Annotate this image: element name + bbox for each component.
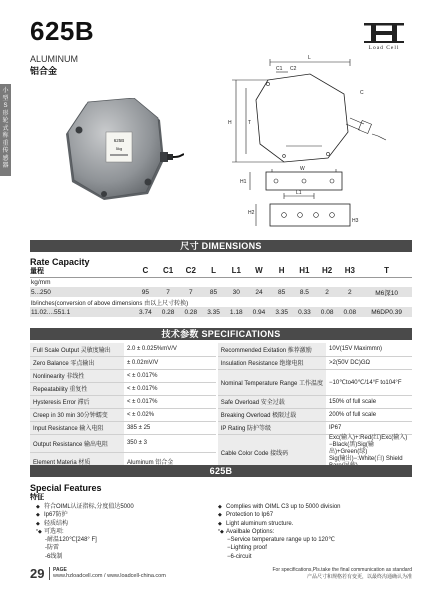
feature-subitem: −Service temperature range up to 120℃ [227,537,335,544]
spec-value: −10℃to40℃/14°F to104°F [326,369,412,395]
dimensions-section-bar: 尺寸 DIMENSIONS [30,240,412,252]
row-label: 11.02....551.1 [30,307,134,317]
feature-item: *◆ Availbale Options: [218,528,275,535]
special-features-title-cn: 特征 [30,494,44,501]
photo-label-model: 625B [113,138,125,143]
footer-note-en: For specifications,Pls.take the final communication as standard [272,567,412,573]
spec-value: 385 ± 25 [124,421,216,434]
page-number: 29 [30,566,45,581]
model-title: 625B [30,16,95,46]
bullet-icon: *◆ [218,528,224,535]
spec-value: 150% of full scale [326,395,412,408]
side-category-label: 小型S形轮式称重传感器 [2,88,9,169]
bullet-icon: ◆ [36,504,40,510]
cell: 2 [338,287,361,297]
rated-capacity-title: Rate Capacity [30,257,90,267]
cell: 3.35 [270,307,293,317]
cell: 3.74 [134,307,157,317]
dim-label-w: W [300,166,305,172]
side-category-tab [0,84,11,176]
specifications-section-bar: 技术参数 SPECIFICATIONS [30,328,412,340]
spec-value: ± 0.02mV/V [124,356,216,369]
spec-row [30,369,412,382]
spec-value: < ± 0.017% [124,382,216,395]
col-header: T [384,266,390,276]
bullet-icon: ◆ [36,512,40,519]
features-list-cn [36,503,134,561]
spec-row [30,408,412,421]
brand-name: Load Cell [368,45,400,51]
spec-label: Nominal Temperature Range 工作温度 [218,369,326,395]
dim-label-t: T [248,120,252,126]
cell: 24 [248,287,271,297]
col-header: C2 [185,266,196,276]
spec-label: Hysteresis Error 滞后 [30,395,124,408]
spec-value: < ± 0.017% [124,369,216,382]
spec-row [30,356,412,369]
cell: 0.94 [248,307,271,317]
footer-note-cn: 产品尺寸和规格若有变更，以最终沟通确认为准 [306,573,412,580]
cell: 0.08 [316,307,339,317]
cable-line: Exc(输入)+:Red(红)Exc(输入) [329,434,408,441]
spec-label: Repeatability 重复性 [30,382,124,395]
spec-value: 350 ± 3 [124,434,216,452]
spec-label: Breaking Overload 极限过载 [218,408,326,421]
photo-label-capacity: 5kg [115,146,123,151]
cell: 3.35 [202,307,225,317]
bullet-icon: ◆ [218,512,222,519]
bullet-icon: ◆ [36,520,40,527]
bullet-icon: ◆ [218,520,222,527]
special-features-title: Special Features [30,483,102,493]
spec-label: Full Scale Output 灵敏度输出 [30,343,124,356]
dim-label-h2: H2 [248,210,255,216]
spec-row [30,395,412,408]
col-header: H1 [299,266,310,276]
cell: 2 [316,287,339,297]
page-label: PAGE [53,567,67,573]
feature-subitem: -防雷 [45,545,59,552]
dim-label-c: C [360,90,364,96]
product-photo [64,98,184,204]
cell: 7 [179,287,202,297]
spec-label: Creep in 30 min 30分钟蠕变 [30,408,124,421]
spec-label: Cable Color Code 接线码 [218,434,326,470]
cell: M6DP0.39 [361,307,412,317]
footer-websites[interactable]: www.hzloadcell.com / www.loadcell-china.com [53,573,166,579]
feature-item: ◆ Light aluminum structure. [218,520,294,527]
row-label: 5...250 [30,287,134,297]
dim-label-l: L [308,55,311,61]
col-header: H2 [321,266,333,276]
bullet-icon: ◆ [218,504,222,510]
brand-logo [360,20,408,56]
cell: 0.28 [179,307,202,317]
bullet-icon: *◆ [36,528,42,535]
conversion-note-row [30,297,412,307]
cable-line: Sig(输出)−:White(白) Shield [329,455,403,462]
rated-capacity-title-cn: 量程 [30,268,44,275]
feature-subitem: −Lighting proof [227,545,267,552]
footer-divider [49,567,50,580]
cell: 0.28 [157,307,180,317]
feature-subitem: −6-circuit [227,553,252,560]
spec-label: IP Rating 防护等级 [218,421,326,434]
col-header: L [211,266,216,276]
cable-line: −Black(黑)Sig(输出)+Green(绿) [329,441,374,455]
material-cn: 铝合金 [30,66,58,76]
spec-value: < ± 0.02% [124,408,216,421]
spec-value: 200% of full scale [326,408,412,421]
spec-value: IP67 [326,421,412,434]
dimension-drawing [210,54,410,232]
feature-item: ◆ Protection to Ip67 [218,512,274,519]
dim-label-h: H [228,120,232,126]
cell: 8.5 [293,287,316,297]
spec-label: Nonlinearity 非线性 [30,369,124,382]
spec-label: Safe Overload 安全过载 [218,395,326,408]
spec-label: Input Resistance 输入电阻 [30,421,124,434]
dimensions-header-row [30,265,412,277]
cell: 85 [202,287,225,297]
spec-label: Recommended Exitation 推荐激励 [218,343,326,356]
spec-row [30,434,412,452]
cell: 85 [270,287,293,297]
col-header: C [142,266,149,276]
cell: 95 [134,287,157,297]
imperial-row [30,307,412,317]
cell: 0.08 [338,307,361,317]
feature-subitem: -6线制 [45,553,63,560]
dim-label-c2: C2 [290,66,297,72]
features-list-en [218,503,341,561]
col-header: H [278,266,285,276]
feature-item: ◆ Complies with OIML C3 up to 5000 division [218,504,341,510]
spec-value: < ± 0.017% [124,395,216,408]
feature-item: ◆ 轻质结构 [36,520,69,527]
feature-item: *◆ 可选项: [36,528,64,535]
spec-label: Output Resistance 输出电阻 [30,434,124,452]
spec-value: 2.0 ± 0.025%mV/V [124,343,216,356]
cell: 0.33 [293,307,316,317]
col-header: C1 [162,266,174,276]
footer-note [266,567,412,580]
conversion-note: lb/inches(conversion of above dimensions 由以上尺寸转换) [31,300,189,307]
model-section-bar: 625B [30,465,412,477]
cell: M6深10 [361,287,412,297]
cell: 1.18 [225,307,248,317]
unit-label: kg/mm [30,277,134,287]
spec-label: Element Materia 材质 [30,452,124,470]
material-en: ALUMINUM [30,54,79,64]
spec-value: Aluminum 铝合金 [124,452,216,470]
unit-row [30,277,412,287]
feature-item: ◆ Ip67防护 [36,512,68,519]
h-logo-icon [360,20,408,46]
feature-item: ◆ 符合OIML认证指标,分度值达5000 [36,504,134,510]
dim-label-c1: C1 [276,66,283,72]
cell: 30 [225,287,248,297]
spec-label: Insulation Resistance 绝缘电阻 [218,356,326,369]
dim-label-l1: L1 [296,190,302,196]
metric-row [30,287,412,297]
dim-label-h3: H3 [352,218,359,224]
dimensions-table [30,265,412,317]
col-header: L1 [231,266,241,276]
cell: 7 [157,287,180,297]
feature-subitem: -耐温120℃[248° F] [45,537,97,544]
spec-row [30,421,412,434]
specifications-table [30,343,412,471]
spec-value: 10V(15V Maximmn) [326,343,412,356]
spec-label: Zero Balance 零点输出 [30,356,124,369]
col-header: W [255,266,263,276]
spec-row [30,343,412,356]
dim-label-h1: H1 [240,179,247,185]
spec-value: >2(50V DC)GΩ [326,356,412,369]
col-header: H3 [344,266,355,276]
